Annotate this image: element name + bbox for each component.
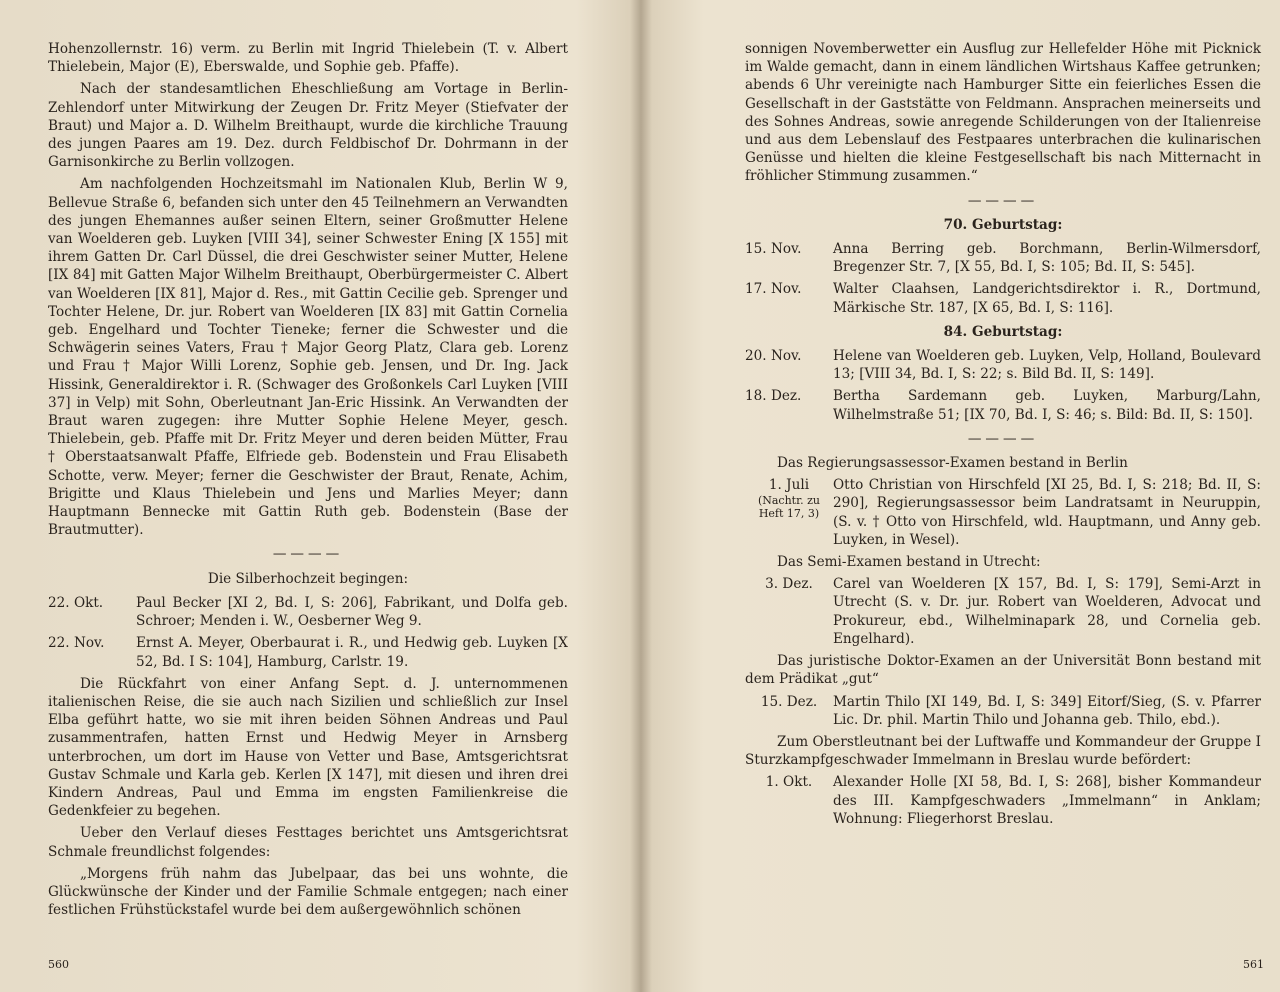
entry-date: 20. Nov. xyxy=(745,348,802,365)
exam-intro: Das juristische Doktor-Examen an der Universität Bonn bestand mit dem Prädikat „gut“ xyxy=(745,653,1261,688)
section-heading: 70. Geburtstag: xyxy=(943,216,1063,233)
list-item xyxy=(745,693,1261,729)
list-item xyxy=(48,594,568,630)
entry-date: 1. Okt. xyxy=(765,774,813,791)
section-heading: 84. Geburtstag: xyxy=(943,323,1063,340)
paragraph: sonnigen Novemberwetter ein Ausflug zur Hellefelder Höhe mit Picknick im Walde gemacht, dann in einem ländlichen Wirtshaus Kaffee getrunken; abends 6 Uhr vereinigte nach Hamburger Sitte ein feierliches Essen die Gesellschaft in der Gaststätte von Feldmann. Ansprachen meinerseits und des Sohnes Andreas, sowie anregende Schilderungen von der Italienreise und aus dem Lebenslauf des Festpaares unterbrachen die kulinarischen Genüsse und hielten die kleine Festgesellschaft bis nach Mitternacht in fröhlicher Stimmung zusammen.“ xyxy=(745,41,1261,185)
entry-date: 15. Nov. xyxy=(745,241,802,258)
entry-date: 15. Dez. xyxy=(760,693,818,710)
paragraph: Nach der standesamtlichen Eheschließung am Vortage in Berlin-Zehlendorf unter Mitwirkung der Zeugen Dr. Fritz Meyer (Stiefvater der Braut) und Major a. D. Wilhelm Breithaupt, wurde die kirchliche Trauung des jungen Paares am 19. Dez. durch Feldbischof Dr. Dohrmann in der Garnisonkirche zu Berlin vollzogen. xyxy=(48,81,568,171)
list-item xyxy=(745,575,1261,648)
entry-text: Ernst A. Meyer, Oberbaurat i. R., und Hedwig geb. Luyken [X 52, Bd. I S: 104], Hamburg, Carlstr. 19. xyxy=(136,635,568,670)
entry-date: 22. Okt. xyxy=(48,594,104,611)
list-item xyxy=(745,387,1261,423)
paragraph: Hohenzollernstr. 16) verm. zu Berlin mit Ingrid Thielebein (T. v. Albert Thielebein, Major (E), Eberswalde, und Sophie geb. Pfaffe). xyxy=(48,41,568,76)
list-item xyxy=(745,347,1261,383)
exam-intro: Das Regierungsassessor-Examen bestand in Berlin xyxy=(777,455,1128,472)
section-heading: Die Silberhochzeit begingen: xyxy=(207,570,409,587)
entry-text: Carel van Woelderen [X 157, Bd. I, S: 179], Semi-Arzt in Utrecht (S. v. Dr. jur. Robert van Woelderen, Advocat und Prokureur, ebd., Wilhelminapark 28, und Cornelia geb. Engelhard). xyxy=(833,576,1261,647)
entry-date: 22. Nov. xyxy=(48,635,105,652)
entry-date: 1. Juli xyxy=(768,477,810,494)
list-item xyxy=(48,634,568,670)
section-divider: ———— xyxy=(272,546,344,563)
exam-intro: Das Semi-Examen bestand in Utrecht: xyxy=(777,554,1041,571)
paragraph: Am nachfolgenden Hochzeitsmahl im Nationalen Klub, Berlin W 9, Bellevue Straße 6, befanden sich unter den 45 Teilnehmern an Verwandten des jungen Ehemannes außer seinen Eltern, seiner Großmutter Helene van Woelderen geb. Luyken [VIII 34], seiner Schwester Ening [X 155] mit ihrem Gatten Dr. Carl Düssel, die drei Geschwister seiner Mutter, Helene [IX 84] mit Gatten Major Wilhelm Breithaupt, Oberbürgermeister C. Albert van Woelderen [IX 81], Major d. Res., mit Gattin Cecilie geb. Sprenger und Tochter Helene, Dr. jur. Robert van Woelderen [IX 83] mit Gattin Cornelia geb. Engelhard und Tochter Tieneke; ferner die Schwester und die Schwägerin seines Vaters, Frau † Major Georg Platz, Clara geb. Lorenz und Frau † Major Willi Lorenz, Sophie geb. Jensen, und Dr. Ing. Jack Hissink, Generaldirektor i. R. (Schwager des Großonkels Carl Luyken [VIII 37] in Velp) mit Sohn, Oberleutnant Jan-Eric Hissink. An Verwandten der Braut waren zugegen: ihre Mutter Sophie Helene Meyer, gesch. Thielebein, geb. Pfaffe mit Dr. Fritz Meyer und deren beiden Mütter, Frau † Oberstaatsanwalt Pfaffe, Elfriede geb. Bodenstein und Frau Elisabeth Schotte, verw. Meyer; ferner die Geschwister der Braut, Renate, Achim, Brigitte und Klaus Thielebein und Jens und Marlies Meyer; dann Hauptmann Bennecke mit Gattin Ruth geb. Bodenstein (Base der Brautmutter). xyxy=(48,176,569,539)
entry-text: Bertha Sardemann geb. Luyken, Marburg/Lahn, Wilhelmstraße 51; [IX 70, Bd. I, S: 46; s. Bild: Bd. II, S: 150]. xyxy=(833,388,1261,423)
paragraph: Ueber den Verlauf dieses Festtages berichtet uns Amtsgerichtsrat Schmale freundlichst folgendes: xyxy=(48,825,568,860)
book-gutter xyxy=(630,0,652,992)
promotion-intro: Zum Oberstleutnant bei der Luftwaffe und Kommandeur der Gruppe I Sturzkampfgeschwader Immelmann in Breslau wurde befördert: xyxy=(745,733,1261,769)
entry-date: 3. Dez. xyxy=(765,576,813,593)
list-item xyxy=(745,280,1261,316)
entry-date-note: (Nachtr. zu Heft 17, 3) xyxy=(757,494,821,521)
entry-text: Otto Christian von Hirschfeld [XI 25, Bd. I, S: 218; Bd. II, S: 290], Regierungsassessor beim Landratsamt in Neuruppin, (S. v. † Otto von Hirschfeld, wld. Hauptmann, und Anny geb. Luyken, in Wesel). xyxy=(833,477,1261,548)
right-page xyxy=(745,40,1261,832)
paragraph: „Morgens früh nahm das Jubelpaar, das bei uns wohnte, die Glückwünsche der Kinder und der Familie Schmale entgegen; nach einer festlichen Frühstückstafel wurde bei dem außergewöhnlich schönen xyxy=(48,865,568,919)
list-item xyxy=(745,240,1261,276)
page-number: 561 xyxy=(1243,958,1264,971)
section-divider: ———— xyxy=(967,192,1039,209)
left-page xyxy=(48,40,568,923)
entry-text: Walter Claahsen, Landgerichtsdirektor i. R., Dortmund, Märkische Str. 187, [X 65, Bd. I, S: 116]. xyxy=(833,281,1261,316)
entry-date: 18. Dez. xyxy=(745,388,802,405)
entry-text: Alexander Holle [XI 58, Bd. I, S: 268], bisher Kommandeur des III. Kampfgeschwaders „Immelmann“ in Anklam; Wohnung: Fliegerhorst Breslau. xyxy=(833,774,1261,827)
list-item xyxy=(745,476,1261,549)
page-number: 560 xyxy=(48,958,69,971)
paragraph: Die Rückfahrt von einer Anfang Sept. d. J. unternommenen italienischen Reise, die sie auch nach Sizilien und schließlich zur Insel Elba geführt hatte, wo sie mit ihren beiden Söhnen Andreas und Paul zusammentrafen, hatten Ernst und Hedwig Meyer in Arnsberg unterbrochen, um dort im Hause von Vetter und Base, Amtsgerichtsrat Gustav Schmale und Karla geb. Kerlen [X 147], mit diesen und ihren drei Kindern Andreas, Paul und Emma im engsten Familienkreise die Gedenkfeier zu begehen. xyxy=(48,675,568,820)
entry-text: Martin Thilo [XI 149, Bd. I, S: 349] Eitorf/Sieg, (S. v. Pfarrer Lic. Dr. phil. Martin Thilo und Johanna geb. Thilo, ebd.). xyxy=(833,693,1261,728)
entry-text: Paul Becker [XI 2, Bd. I, S: 206], Fabrikant, und Dolfa geb. Schroer; Menden i. W., Oesberner Weg 9. xyxy=(136,594,568,630)
entry-date: 17. Nov. xyxy=(745,281,802,298)
entry-date-block xyxy=(745,476,833,549)
list-item xyxy=(745,773,1261,828)
entry-text: Helene van Woelderen geb. Luyken, Velp, Holland, Boulevard 13; [VIII 34, Bd. I, S: 22; s. Bild Bd. II, S: 149]. xyxy=(833,348,1261,383)
section-divider: ———— xyxy=(967,430,1039,447)
entry-text: Anna Berring geb. Borchmann, Berlin-Wilmersdorf, Bregenzer Str. 7, [X 55, Bd. I, S: 105; Bd. II, S: 545]. xyxy=(833,241,1261,276)
